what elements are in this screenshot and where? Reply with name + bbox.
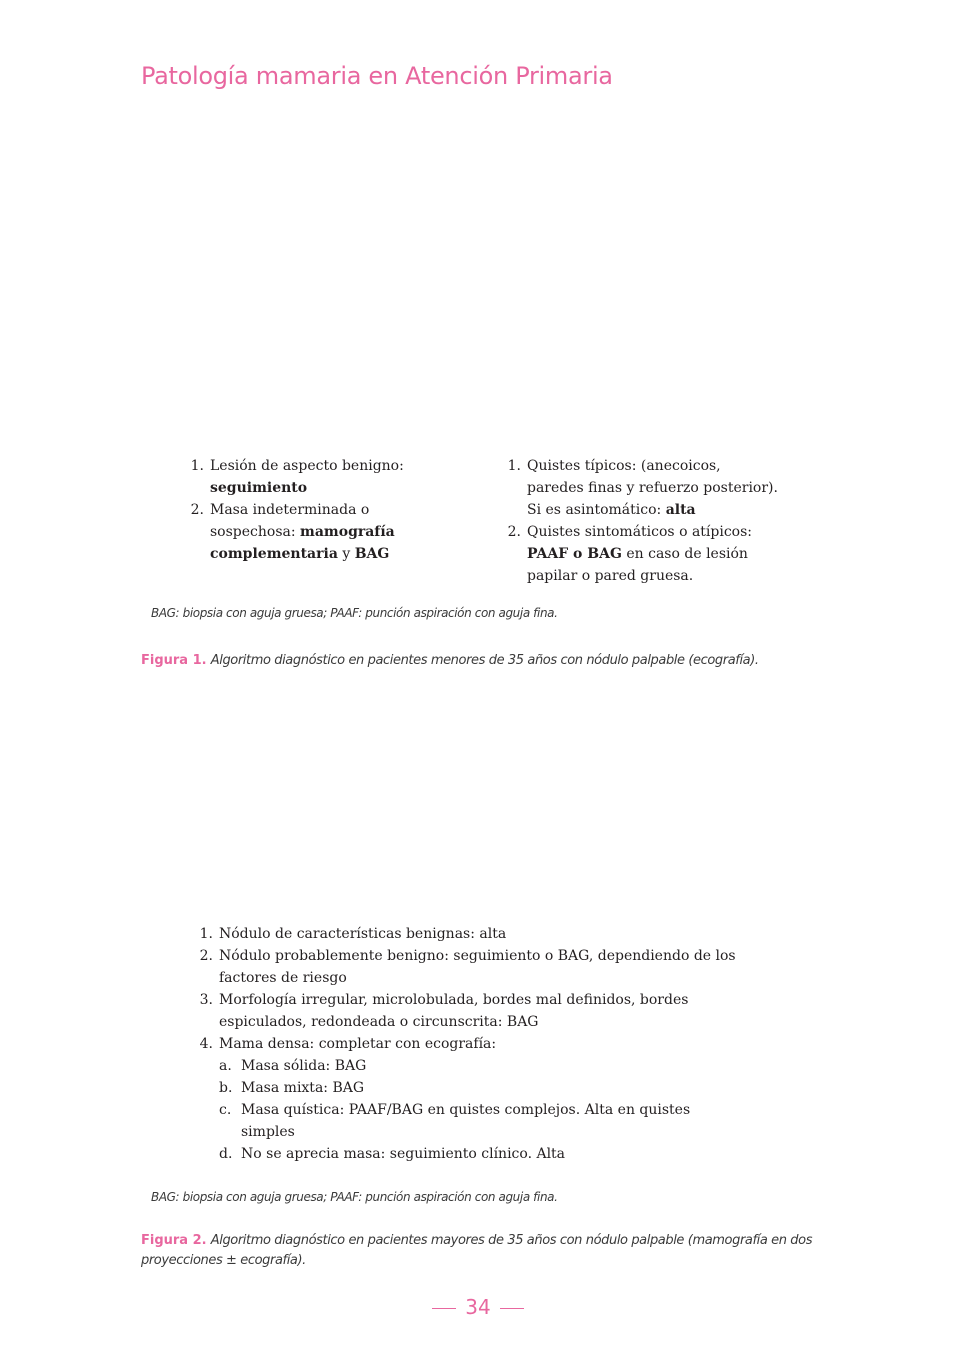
figure1-left-list	[188, 455, 468, 565]
list-item: 1. Lesión de aspecto benigno: seguimiento	[190, 458, 404, 496]
list-item: 4. Mama densa: completar con ecografía: a. Masa sólida: BAG b. Masa mixta: BAG c. Masa quística: PAAF/BAG en quistes complejos. Alta en quistes simples d. No se aprecia masa: seguimiento clínico. Alta	[197, 1033, 797, 1165]
page-header-title: Patología mamaria en Atención Primaria	[141, 62, 613, 90]
list-item: 2. Masa indeterminada o sospechosa: mamografía complementaria y BAG	[190, 502, 395, 562]
figure1-caption	[141, 651, 831, 671]
page-number: 34	[0, 1295, 956, 1319]
list-item: 1. Nódulo de características benignas: alta	[199, 926, 507, 942]
figure2-caption-text: Algoritmo diagnóstico en pacientes mayores de 35 años con nódulo palpable (mamografía en dos proyecciones ± ecografía).	[141, 1233, 813, 1268]
figure2-abbreviation-note: BAG: biopsia con aguja gruesa; PAAF: punción aspiración con aguja fina.	[151, 1190, 558, 1204]
figure2-sublist	[219, 1055, 797, 1165]
figure1-abbreviation-note: BAG: biopsia con aguja gruesa; PAAF: punción aspiración con aguja fina.	[151, 606, 558, 620]
sublist-item: d. No se aprecia masa: seguimiento clínico. Alta	[219, 1146, 566, 1162]
sublist-item: a. Masa sólida: BAG	[219, 1058, 367, 1074]
figure2-caption	[141, 1231, 831, 1271]
figure1-right-list	[505, 455, 805, 587]
list-item: 3. Morfología irregular, microlobulada, bordes mal definidos, bordes espiculados, redondeada o circunscrita: BAG	[199, 992, 689, 1030]
list-item: 2. Nódulo probablemente benigno: seguimiento o BAG, dependiendo de los factores de riesgo	[199, 948, 736, 986]
figure2-caption-label: Figura 2.	[141, 1233, 207, 1248]
page-number-dash-right	[500, 1308, 524, 1309]
list-item: 1. Quistes típicos: (anecoicos, paredes finas y refuerzo posterior). Si es asintomático: alta	[507, 458, 778, 518]
figure2-list	[197, 923, 797, 1165]
list-item: 2. Quistes sintomáticos o atípicos: PAAF o BAG en caso de lesión papilar o pared gruesa.	[507, 524, 753, 584]
sublist-item: c. Masa quística: PAAF/BAG en quistes complejos. Alta en quistes simples	[219, 1102, 691, 1140]
figure1-caption-label: Figura 1.	[141, 653, 207, 668]
sublist-item: b. Masa mixta: BAG	[219, 1080, 365, 1096]
page-number-dash-left	[432, 1308, 456, 1309]
figure1-caption-text: Algoritmo diagnóstico en pacientes menores de 35 años con nódulo palpable (ecografía).	[210, 653, 759, 668]
